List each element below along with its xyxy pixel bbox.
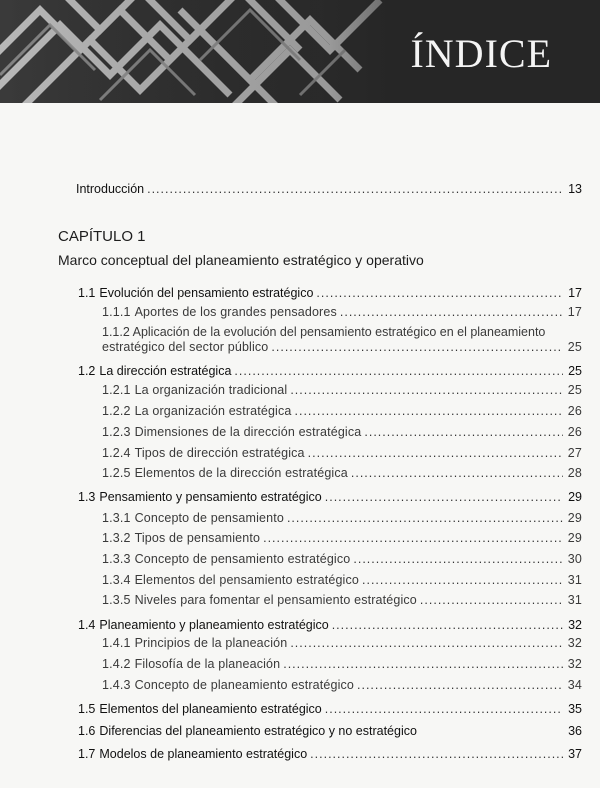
toc-section-1-4-2[interactable] bbox=[102, 657, 582, 672]
toc-label: Elementos de la dirección estratégica bbox=[134, 466, 348, 480]
toc-number: 1.2 bbox=[78, 364, 96, 378]
chapter-label: CAPÍTULO 1 bbox=[58, 228, 146, 245]
toc-number: 1.3.4 bbox=[102, 573, 131, 587]
toc-page: 28 bbox=[567, 466, 582, 480]
toc-section-1-2-5[interactable] bbox=[102, 466, 582, 481]
leader-dots bbox=[147, 182, 563, 197]
toc-label: Planeamiento y planeamiento estratégico bbox=[99, 618, 329, 632]
toc-page: 32 bbox=[567, 636, 582, 650]
toc-label: Diferencias del planeamiento estratégico y no estratégico bbox=[99, 724, 417, 738]
toc-number: 1.3.1 bbox=[102, 511, 131, 525]
toc-label: estratégico del sector público bbox=[102, 340, 269, 354]
toc-page: 25 bbox=[568, 364, 582, 378]
leader-dots bbox=[263, 531, 563, 546]
toc-number: 1.2.5 bbox=[102, 466, 131, 480]
toc-page: 29 bbox=[568, 490, 582, 504]
toc-number: 1.2.1 bbox=[102, 383, 131, 397]
toc-label: Dimensiones de la dirección estratégica bbox=[134, 425, 362, 439]
toc-section-1-3-3[interactable] bbox=[102, 552, 582, 567]
toc-page: 30 bbox=[567, 552, 582, 566]
chapter-title: Marco conceptual del planeamiento estratégico y operativo bbox=[58, 252, 424, 268]
leader-dots bbox=[353, 552, 563, 567]
toc-page: 26 bbox=[567, 425, 582, 439]
toc-page: 25 bbox=[567, 383, 582, 397]
toc-page: 31 bbox=[567, 573, 582, 587]
leader-dots bbox=[283, 657, 563, 672]
toc-intro[interactable] bbox=[76, 182, 582, 197]
toc-number: 1.3.3 bbox=[102, 552, 131, 566]
toc-page: 13 bbox=[568, 182, 582, 196]
leader-dots bbox=[295, 404, 564, 419]
toc-page: 25 bbox=[567, 340, 582, 354]
toc-section-1-4-3[interactable] bbox=[102, 678, 582, 693]
toc-section-1-6[interactable] bbox=[78, 724, 582, 739]
toc-page: 37 bbox=[568, 747, 582, 761]
toc-page: 26 bbox=[567, 404, 582, 418]
leader-dots bbox=[351, 466, 563, 481]
leader-dots bbox=[364, 425, 563, 440]
toc-number: 1.2.2 bbox=[102, 404, 131, 418]
toc-label: Concepto de planeamiento estratégico bbox=[134, 678, 354, 692]
toc-number: 1.7 bbox=[78, 747, 96, 761]
toc-label: Aportes de los grandes pensadores bbox=[134, 305, 337, 319]
toc-number: 1.2.3 bbox=[102, 425, 131, 439]
leader-dots bbox=[310, 747, 563, 762]
toc-section-1-4-1[interactable] bbox=[102, 636, 582, 651]
leader-dots bbox=[325, 702, 563, 717]
toc-section-1-3-1[interactable] bbox=[102, 511, 582, 526]
toc-section-1-1-2-line1[interactable] bbox=[102, 324, 582, 340]
leader-dots bbox=[325, 490, 563, 505]
toc-section-1-2-3[interactable] bbox=[102, 425, 582, 440]
toc-label: Tipos de dirección estratégica bbox=[134, 446, 305, 460]
toc-label: Filosofía de la planeación bbox=[134, 657, 281, 671]
toc-section-1-1-1[interactable] bbox=[102, 305, 582, 320]
toc-number: 1.6 bbox=[78, 724, 96, 738]
leader-dots bbox=[290, 383, 563, 398]
toc-label: Niveles para fomentar el pensamiento estratégico bbox=[134, 593, 417, 607]
toc-label: Concepto de pensamiento estratégico bbox=[134, 552, 351, 566]
toc-section-1-3[interactable] bbox=[78, 490, 582, 505]
toc-page: 32 bbox=[567, 657, 582, 671]
toc-section-1-1[interactable] bbox=[78, 286, 582, 301]
toc-label: Pensamiento y pensamiento estratégico bbox=[99, 490, 322, 504]
toc-section-1-2[interactable] bbox=[78, 364, 582, 379]
leader-dots bbox=[271, 340, 563, 355]
toc-section-1-3-4[interactable] bbox=[102, 573, 582, 588]
toc-section-1-5[interactable] bbox=[78, 702, 582, 717]
toc-page: 32 bbox=[568, 618, 582, 632]
toc-number: 1.3 bbox=[78, 490, 96, 504]
toc-label: Elementos del planeamiento estratégico bbox=[99, 702, 322, 716]
toc-page: 36 bbox=[568, 724, 582, 738]
toc-section-1-4[interactable] bbox=[78, 618, 582, 633]
toc-label: Principios de la planeación bbox=[134, 636, 288, 650]
toc-page: 31 bbox=[567, 593, 582, 607]
leader-dots bbox=[234, 364, 563, 379]
toc-number: 1.1.1 bbox=[102, 305, 131, 319]
leader-dots bbox=[332, 618, 563, 633]
page-title: ÍNDICE bbox=[410, 31, 552, 76]
toc-page: 29 bbox=[567, 531, 582, 545]
toc-section-1-1-2-line2[interactable] bbox=[102, 340, 582, 355]
toc-page: 29 bbox=[567, 511, 582, 525]
toc-label: La organización estratégica bbox=[134, 404, 292, 418]
toc-number: 1.4.1 bbox=[102, 636, 131, 650]
toc-section-1-3-2[interactable] bbox=[102, 531, 582, 546]
toc-number: 1.1.2 bbox=[102, 325, 130, 339]
toc-label: Aplicación de la evolución del pensamiento estratégico en el planeamiento bbox=[132, 325, 546, 339]
leader-dots bbox=[340, 305, 563, 320]
toc-page: 35 bbox=[568, 702, 582, 716]
toc-label: Introducción bbox=[76, 182, 145, 196]
leader-dots bbox=[357, 678, 563, 693]
toc-number: 1.1 bbox=[78, 286, 96, 300]
toc-section-1-3-5[interactable] bbox=[102, 593, 582, 608]
toc-number: 1.4.3 bbox=[102, 678, 131, 692]
toc-page: 34 bbox=[567, 678, 582, 692]
toc-label: Evolución del pensamiento estratégico bbox=[99, 286, 314, 300]
toc-number: 1.3.2 bbox=[102, 531, 131, 545]
leader-dots bbox=[420, 593, 563, 608]
toc-section-1-2-4[interactable] bbox=[102, 446, 582, 461]
toc-page: 17 bbox=[567, 305, 582, 319]
toc-label: Concepto de pensamiento bbox=[134, 511, 284, 525]
toc-label: Modelos de planeamiento estratégico bbox=[99, 747, 308, 761]
toc-label: La organización tradicional bbox=[134, 383, 288, 397]
leader-dots bbox=[362, 573, 563, 588]
toc-number: 1.3.5 bbox=[102, 593, 131, 607]
toc-label: Tipos de pensamiento bbox=[134, 531, 261, 545]
toc-section-1-2-2[interactable] bbox=[102, 404, 582, 419]
leader-dots bbox=[287, 511, 563, 526]
toc-section-1-7[interactable] bbox=[78, 747, 582, 762]
toc-page: 27 bbox=[567, 446, 582, 460]
toc-section-1-2-1[interactable] bbox=[102, 383, 582, 398]
leader-dots bbox=[316, 286, 563, 301]
toc-page: 17 bbox=[568, 286, 582, 300]
toc-label: Elementos del pensamiento estratégico bbox=[134, 573, 359, 587]
toc-number: 1.2.4 bbox=[102, 446, 131, 460]
leader-dots bbox=[308, 446, 563, 461]
leader-dots bbox=[290, 636, 563, 651]
toc-number: 1.4.2 bbox=[102, 657, 131, 671]
toc-number: 1.4 bbox=[78, 618, 96, 632]
toc-number: 1.5 bbox=[78, 702, 96, 716]
toc-label: La dirección estratégica bbox=[99, 364, 232, 378]
